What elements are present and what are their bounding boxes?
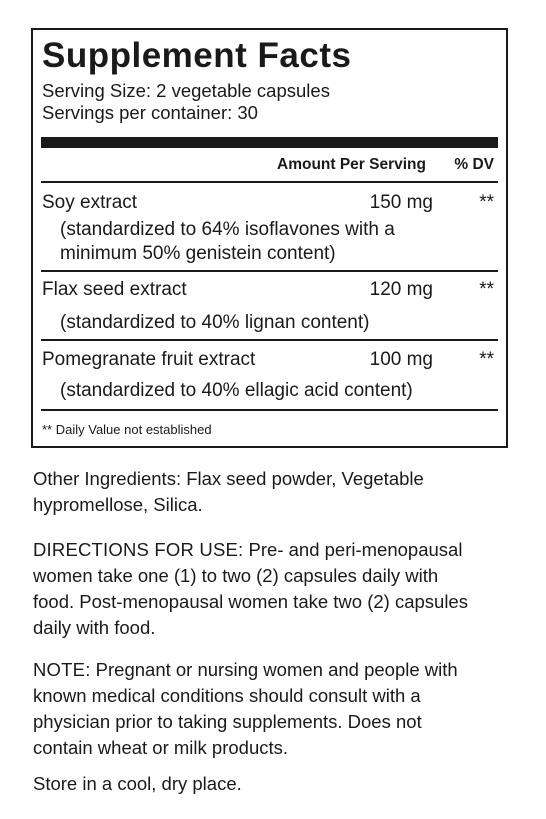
servings-per-container: Servings per container: 30 (42, 102, 258, 123)
ingredient-note: (standardized to 64% isoflavones with a (60, 219, 395, 240)
dv-header: % DV (454, 156, 494, 173)
directions (33, 537, 513, 641)
other-ingredients (33, 466, 513, 518)
ingredient-dv: ** (479, 279, 494, 300)
row-divider (41, 270, 498, 272)
footer-divider (41, 409, 498, 411)
note (33, 657, 513, 761)
ingredient-name: Flax seed extract (42, 279, 187, 300)
storage-instructions: Store in a cool, dry place. (33, 773, 242, 794)
row-divider (41, 339, 498, 341)
note-label: NOTE: (33, 659, 91, 680)
ingredient-dv: ** (479, 349, 494, 370)
panel-title: Supplement Facts (42, 36, 352, 75)
directions-label: DIRECTIONS FOR USE: (33, 539, 244, 560)
ingredient-name: Pomegranate fruit extract (42, 349, 256, 370)
note-text: contain wheat or milk products. (33, 737, 289, 758)
ingredient-note: minimum 50% genistein content) (60, 243, 336, 264)
note-text: physician prior to taking supplements. Does not (33, 711, 422, 732)
header-divider (41, 181, 498, 183)
ingredient-name: Soy extract (42, 192, 138, 213)
ingredient-dv: ** (479, 192, 494, 213)
note-text: known medical conditions should consult with a (33, 685, 421, 706)
other-ingredients-line: hypromellose, Silica. (33, 494, 203, 515)
daily-value-footnote: ** Daily Value not established (42, 422, 212, 437)
ingredient-amount: 150 mg (369, 192, 433, 213)
serving-size: Serving Size: 2 vegetable capsules (42, 80, 330, 101)
ingredient-note: (standardized to 40% ellagic acid content) (60, 380, 413, 401)
directions-text: women take one (1) to two (2) capsules daily with (33, 565, 439, 586)
ingredient-note: (standardized to 40% lignan content) (60, 312, 370, 333)
directions-text: food. Post-menopausal women take two (2) capsules (33, 591, 468, 612)
directions-text: daily with food. (33, 617, 156, 638)
note-text: Pregnant or nursing women and people with (90, 659, 458, 680)
amount-per-serving-header: Amount Per Serving (277, 156, 426, 173)
supplement-facts-panel (31, 28, 508, 448)
ingredient-amount: 120 mg (369, 279, 433, 300)
other-ingredients-line: Other Ingredients: Flax seed powder, Vegetable (33, 468, 424, 489)
ingredient-amount: 100 mg (369, 349, 433, 370)
directions-text: Pre- and peri-menopausal (243, 539, 463, 560)
thick-divider (41, 137, 498, 148)
